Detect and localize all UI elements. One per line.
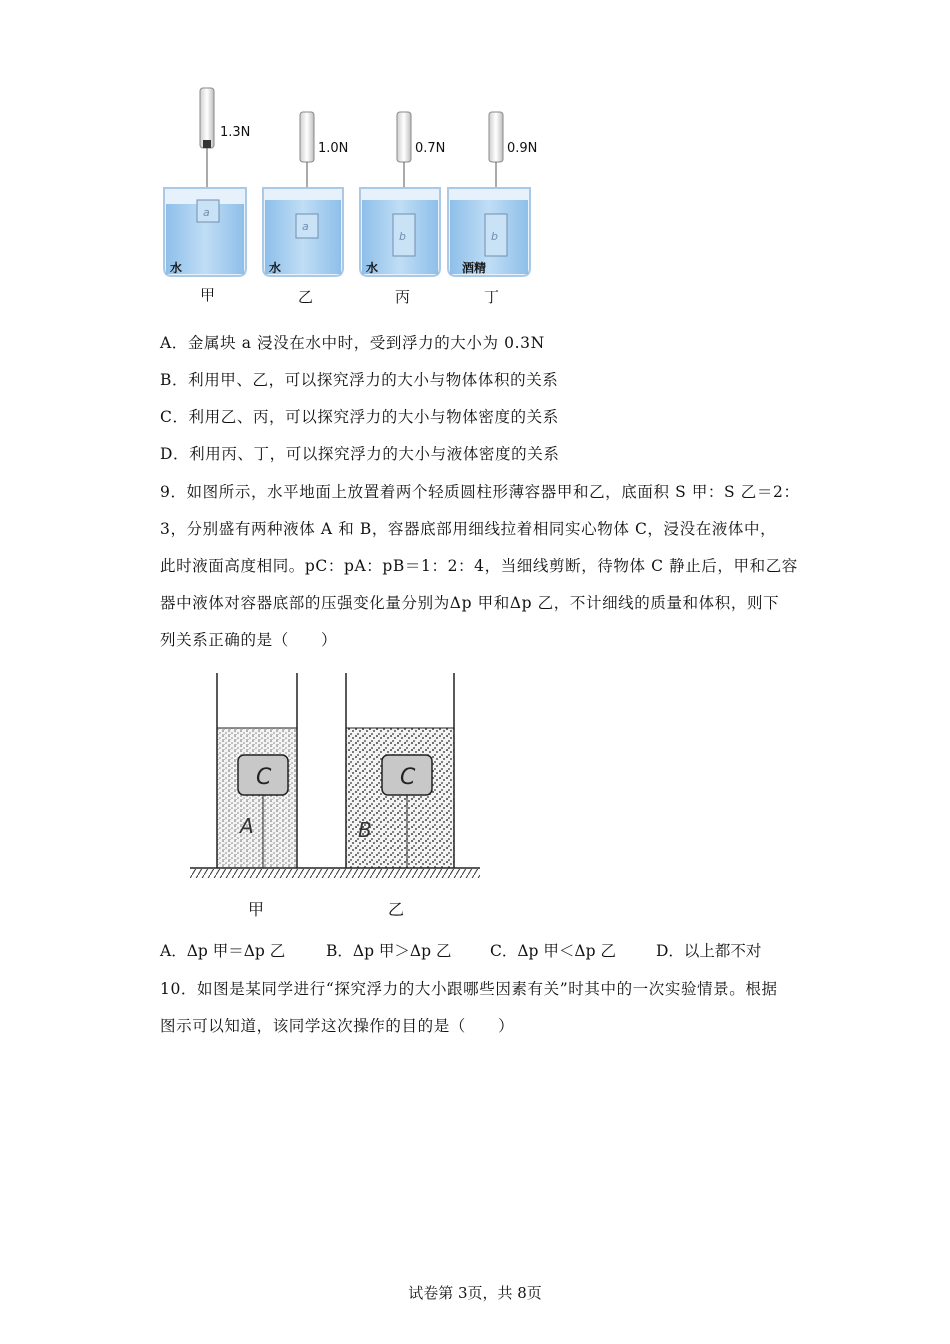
container-yi [346, 673, 454, 919]
reading-ding: 0.9N [507, 141, 538, 156]
reading-yi: 1.0N [318, 141, 349, 156]
q10-line-1: 10．如图是某同学进行“探究浮力的大小跟哪些因素有关”时其中的一次实验情景。根据 [160, 980, 778, 998]
beaker-yi [263, 112, 348, 306]
block-label-jia: a [203, 206, 210, 219]
q9-line-2: 3，分别盛有两种液体 A 和 B，容器底部用细线拉着相同实心物体 C，浸没在液体中， [160, 520, 777, 538]
beaker-ding [448, 112, 537, 306]
object-label-jia: C [256, 765, 272, 790]
liquid-bing: 水 [366, 261, 379, 275]
q9-line-1: 9．如图所示，水平地面上放置着两个轻质圆柱形薄容器甲和乙，底面积 S 甲：S 乙＝2： [160, 483, 800, 501]
q10-line-2: 图示可以知道，该同学这次操作的目的是（ ） [160, 1017, 515, 1035]
q9-line-5: 列关系正确的是（ ） [160, 631, 338, 649]
q9-option-b: B．Δp 甲＞Δp 乙 [326, 942, 452, 960]
caption-container-jia: 甲 [248, 900, 265, 919]
q9-line-3: 此时液面高度相同。pC：pA：pB＝1：2：4，当细线剪断，待物体 C 静止后，甲和乙容 [160, 557, 798, 575]
containers-figure [180, 665, 490, 925]
block-label-ding: b [491, 230, 498, 243]
page-footer: 试卷第 3页，共 8页 [408, 1284, 542, 1302]
block-label-yi: a [302, 220, 309, 233]
q9-option-c: C．Δp 甲＜Δp 乙 [490, 942, 616, 960]
containers-svg [180, 665, 490, 925]
liquid-ding: 酒精 [462, 261, 487, 275]
spring-scale-hook [203, 140, 211, 148]
buoyancy-experiment-figure [150, 80, 570, 310]
reading-bing: 0.7N [415, 141, 446, 156]
beaker-bing [360, 112, 445, 306]
q9-option-a: A．Δp 甲＝Δp 乙 [160, 942, 286, 960]
container-jia [217, 673, 297, 919]
liquid-yi: 水 [269, 261, 282, 275]
q8-option-d: D．利用丙、丁，可以探究浮力的大小与液体密度的关系 [160, 445, 560, 463]
beakers-svg [150, 80, 570, 310]
object-label-yi: C [400, 765, 416, 790]
caption-container-yi: 乙 [388, 900, 405, 919]
reading-jia: 1.3N [220, 125, 251, 140]
liquid-label-b: B [358, 818, 372, 842]
liquid-label-a: A [240, 814, 254, 838]
beaker-jia [164, 88, 250, 304]
ground [190, 868, 480, 878]
caption-bing: 丙 [395, 288, 411, 306]
q9-line-4: 器中液体对容器底部的压强变化量分别为Δp 甲和Δp 乙，不计细线的质量和体积，则下 [160, 594, 780, 612]
block-label-bing: b [399, 230, 406, 243]
q8-option-c: C．利用乙、丙，可以探究浮力的大小与物体密度的关系 [160, 408, 559, 426]
q8-option-b: B．利用甲、乙，可以探究浮力的大小与物体体积的关系 [160, 371, 559, 389]
caption-yi: 乙 [298, 288, 314, 306]
caption-jia: 甲 [200, 286, 216, 304]
caption-ding: 丁 [484, 288, 500, 306]
liquid-jia: 水 [170, 261, 183, 275]
q9-option-d: D．以上都不对 [656, 942, 762, 960]
q8-option-a: A．金属块 a 浸没在水中时，受到浮力的大小为 0.3N [160, 334, 545, 352]
